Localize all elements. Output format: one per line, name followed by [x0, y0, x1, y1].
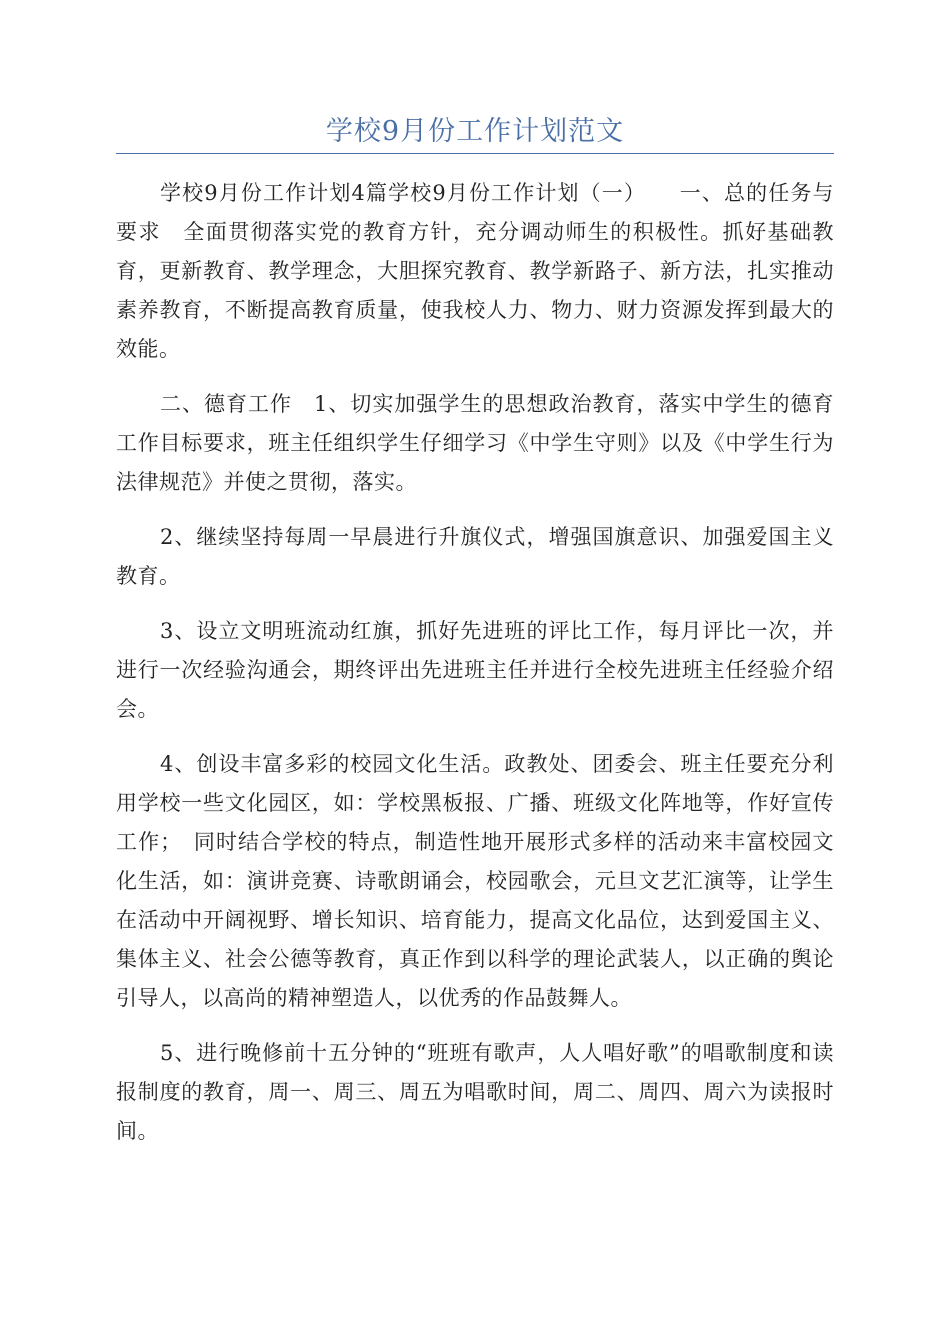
- document-body: [116, 174, 834, 1167]
- paragraph-red-flag: 3、设立文明班流动红旗，抓好先进班的评比工作，每月评比一次，并进行一次经验沟通会，期终评出先进班主任并进行全校先进班主任经验介绍会。: [116, 619, 834, 721]
- paragraph-campus-culture: 4、创设丰富多彩的校园文化生活。政教处、团委会、班主任要充分利用学校一些文化园区，如：学校黑板报、广播、班级文化阵地等，作好宣传工作； 同时结合学校的特点，制造性地开展形式多样的活动来丰富校园文化生活，如：演讲竞赛、诗歌朗诵会，校园歌会，元旦文艺汇演等，让学生在活动中开阔视野、增长知识、培育能力，提高文化品位，达到爱国主义、集体主义、社会公德等教育，真正作到以科学的理论武装人，以正确的舆论引导人，以高尚的精神塑造人，以优秀的作品鼓舞人。: [116, 752, 834, 1010]
- page-title: 学校9月份工作计划范文: [325, 116, 625, 147]
- paragraph-flag-ceremony: 2、继续坚持每周一早晨进行升旗仪式，增强国旗意识、加强爱国主义教育。: [116, 525, 834, 588]
- title-underline: [116, 153, 834, 154]
- paragraph-intro: 学校9月份工作计划4篇学校9月份工作计划（一） 一、总的任务与要求 全面贯彻落实党的教育方针，充分调动师生的积极性。抓好基础教育，更新教育、教学理念，大胆探究教育、教学新路子、新方法，扎实推动素养教育，不断提高教育质量，使我校人力、物力、财力资源发挥到最大的效能。: [116, 181, 834, 361]
- paragraph-moral-education: 二、德育工作 1、切实加强学生的思想政治教育，落实中学生的德育工作目标要求，班主任组织学生仔细学习《中学生守则》以及《中学生行为法律规范》并使之贯彻，落实。: [116, 392, 834, 494]
- paragraph-singing-reading: 5、进行晚修前十五分钟的“班班有歌声，人人唱好歌”的唱歌制度和读报制度的教育，周一、周三、周五为唱歌时间，周二、周四、周六为读报时间。: [116, 1041, 834, 1143]
